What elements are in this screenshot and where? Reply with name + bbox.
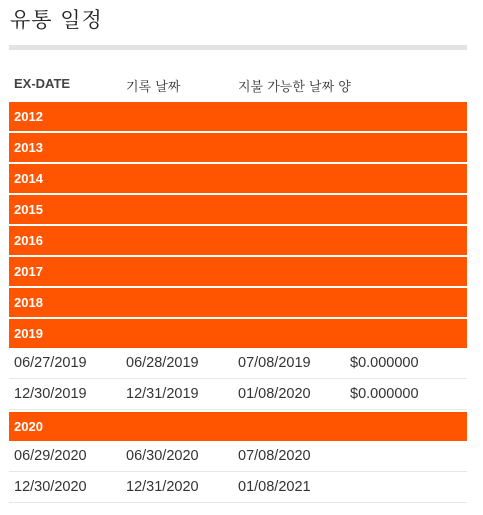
- year-row[interactable]: [9, 102, 467, 131]
- payable-date-cell: 01/08/2021: [238, 479, 311, 495]
- year-label: 2013: [14, 140, 43, 155]
- year-row[interactable]: [9, 164, 467, 193]
- payable-date-cell: 01/08/2020: [238, 386, 311, 402]
- title-divider: [9, 45, 467, 50]
- year-label: 2015: [14, 202, 43, 217]
- record-date-cell: 06/30/2020: [126, 448, 199, 464]
- payable-date-cell: 07/08/2020: [238, 448, 311, 464]
- year-row[interactable]: [9, 226, 467, 255]
- ex-date-cell: 06/27/2019: [14, 355, 87, 371]
- table-row: [9, 472, 467, 503]
- table-row: [9, 379, 467, 410]
- year-label: 2014: [14, 171, 43, 186]
- year-label: 2019: [14, 326, 43, 341]
- table-row: [9, 348, 467, 379]
- year-row[interactable]: [9, 412, 467, 441]
- ex-date-cell: 12/30/2020: [14, 479, 87, 495]
- year-row[interactable]: [9, 195, 467, 224]
- column-header-ex-date: EX-DATE: [14, 76, 71, 91]
- payable-date-cell: 07/08/2019: [238, 355, 311, 371]
- year-label: 2017: [14, 264, 43, 279]
- year-label: 2020: [14, 419, 43, 434]
- year-label: 2012: [14, 109, 43, 124]
- table-header: [9, 70, 467, 100]
- record-date-cell: 12/31/2019: [126, 386, 199, 402]
- year-label: 2018: [14, 295, 43, 310]
- column-header-payable-date-amount: 지불 가능한 날짜 양: [238, 80, 351, 95]
- year-row[interactable]: [9, 288, 467, 317]
- page-title: 유통 일정: [10, 8, 103, 32]
- record-date-cell: 06/28/2019: [126, 355, 199, 371]
- ex-date-cell: 12/30/2019: [14, 386, 87, 402]
- record-date-cell: 12/31/2020: [126, 479, 199, 495]
- ex-date-cell: 06/29/2020: [14, 448, 87, 464]
- year-row[interactable]: [9, 257, 467, 286]
- column-header-record-date: 기록 날짜: [126, 80, 181, 95]
- amount-cell: $0.000000: [350, 386, 419, 402]
- distribution-table: [9, 70, 467, 503]
- year-label: 2016: [14, 233, 43, 248]
- year-row[interactable]: [9, 319, 467, 348]
- table-row: [9, 441, 467, 472]
- amount-cell: $0.000000: [350, 355, 419, 371]
- year-row[interactable]: [9, 133, 467, 162]
